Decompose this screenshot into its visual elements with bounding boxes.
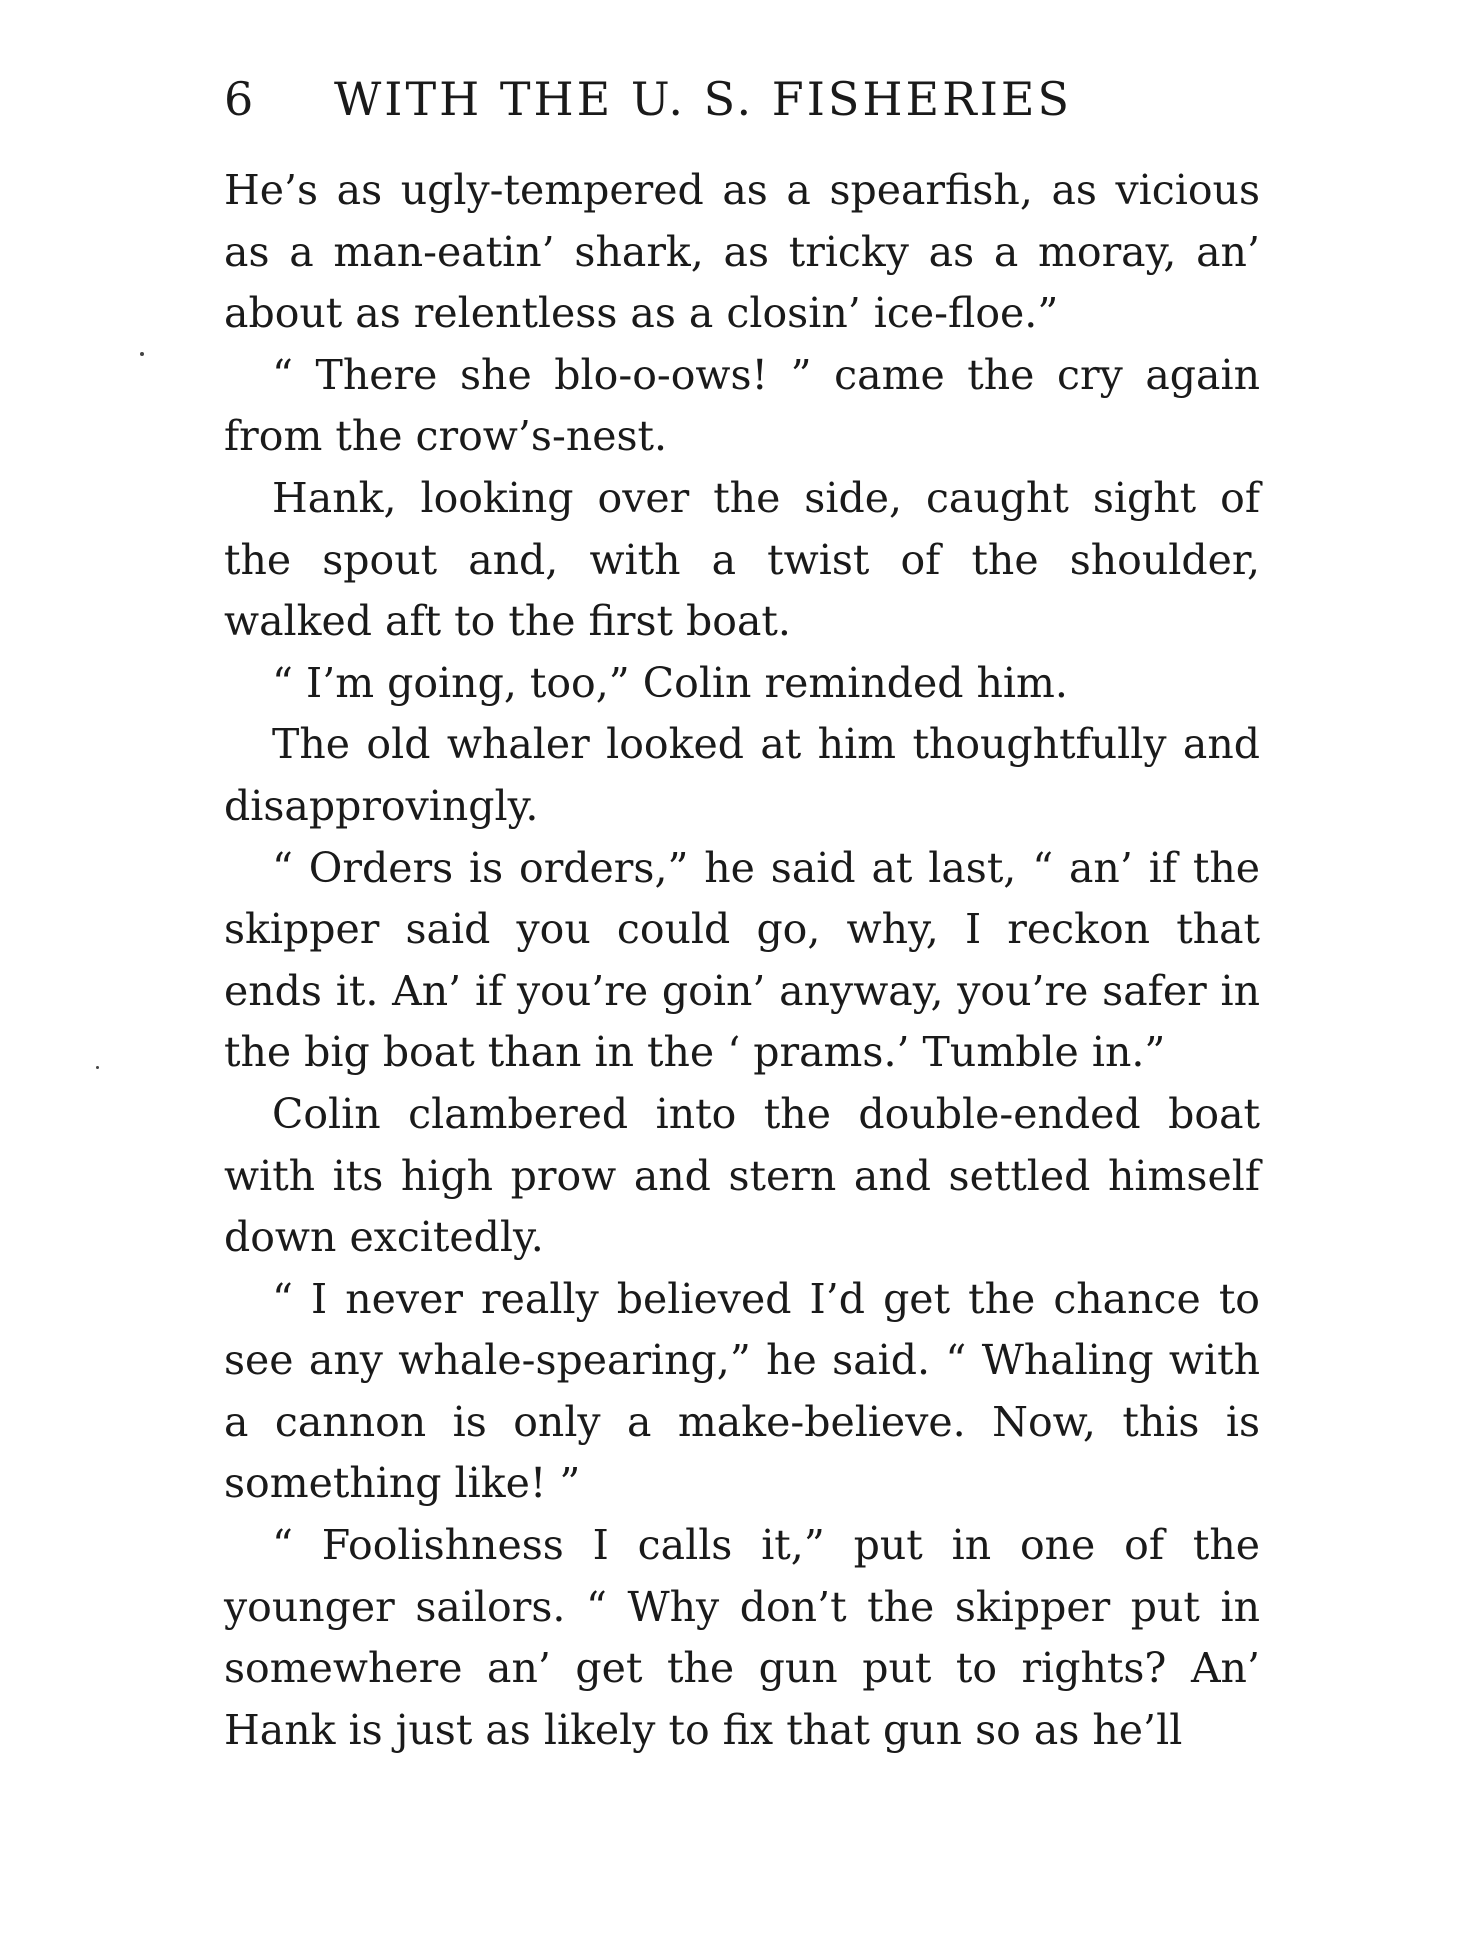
page-number: 6	[224, 72, 257, 126]
ink-speck	[96, 1066, 99, 1069]
ink-speck	[140, 352, 144, 356]
paragraph: The old whaler looked at him thoughtfully and disapprovingly.	[224, 720, 1260, 830]
page-body	[224, 160, 1260, 1761]
paragraph: “ I never really believed I’d get the chance to see any whale-spearing,” he said. “ Whaling with a cannon is only a make-believe. Now, this is something like! ”	[224, 1274, 1260, 1508]
paragraph: He’s as ugly-tempered as a spearfish, as vicious as a man-eatin’ shark, as tricky as a moray, an’ about as relentless as a closin’ ice-floe.”	[224, 166, 1260, 338]
paragraph: Colin clambered into the double-ended boat with its high prow and stern and settled himself down excitedly.	[224, 1089, 1260, 1262]
running-header	[224, 72, 1254, 132]
paragraph: “ There she blo-o-ows! ” came the cry again from the crow’s-nest.	[224, 350, 1260, 461]
paragraph: “ I’m going, too,” Colin reminded him.	[272, 658, 1068, 707]
running-title: WITH THE U. S. FISHERIES	[334, 72, 1072, 126]
paragraph: Hank, looking over the side, caught sight of the spout and, with a twist of the shoulder, walked aft to the first boat.	[224, 473, 1260, 646]
paragraph: “ Orders is orders,” he said at last, “ an’ if the skipper said you could go, why, I reckon that ends it. An’ if you’re goin’ anyway, you’re safer in the big boat than in the ‘ prams.’ Tumble in.”	[224, 843, 1260, 1077]
paragraph: “ Foolishness I calls it,” put in one of the younger sailors. “ Why don’t the skipper put in somewhere an’ get the gun put to rights? An’ Hank is just as likely to fix that gun so as he’ll	[224, 1521, 1260, 1754]
